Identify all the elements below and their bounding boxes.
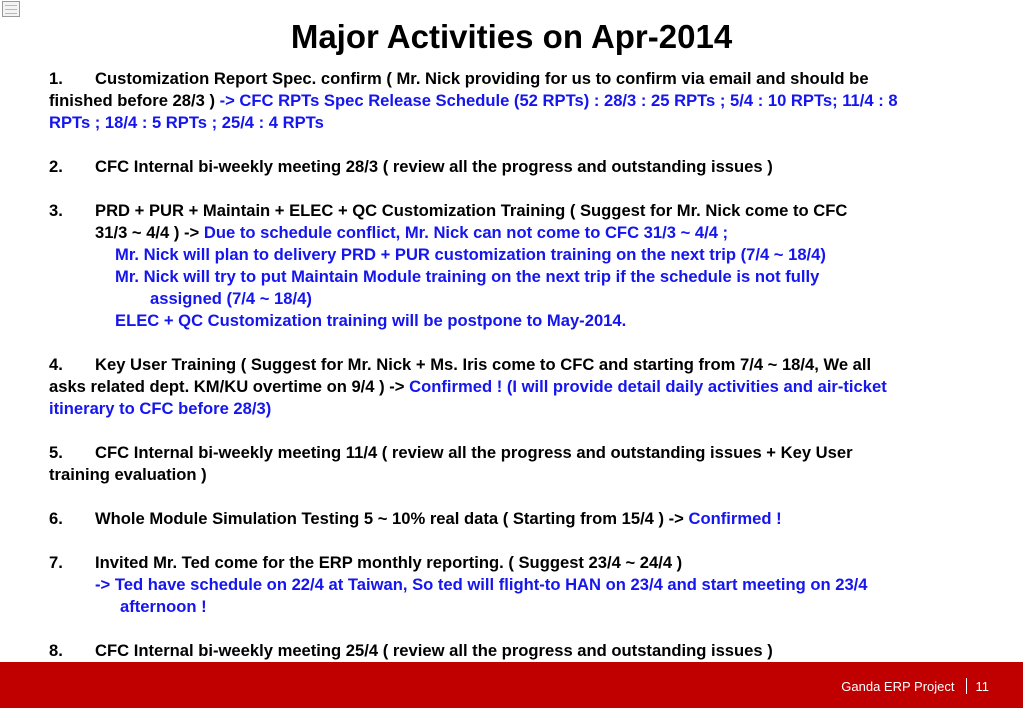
item-text: CFC Internal bi-weekly meeting 28/3 ( review all the progress and outstanding issues ) [95,157,773,176]
footer-divider [966,678,967,694]
activity-item-7 [49,552,999,618]
item-text: training evaluation ) [49,465,207,484]
item-update: Due to schedule conflict, Mr. Nick can not come to CFC 31/3 ~ 4/4 ; [203,223,729,242]
item-number: 8. [49,641,63,660]
item-text: asks related dept. KM/KU overtime on 9/4 ) -> [49,377,410,396]
item-text: CFC Internal bi-weekly meeting 25/4 ( review all the progress and outstanding issues ) [95,641,773,660]
item-update: assigned (7/4 ~ 18/4) [150,289,312,308]
activity-list [49,68,999,684]
item-update: -> CFC RPTs Spec Release Schedule (52 RPTs) : 28/3 : 25 RPTs ; 5/4 : 10 RPTs; 11/4 : 8 [219,91,898,110]
activity-item-4 [49,354,999,420]
activity-item-2 [49,156,999,178]
activity-item-3 [49,200,999,332]
item-update: -> Ted have schedule on 22/4 at Taiwan, So ted will flight-to HAN on 23/4 and start meeting on 23/4 [95,575,868,594]
slide-title: Major Activities on Apr-2014 [290,18,733,55]
activity-item-1 [49,68,999,134]
item-update: itinerary to CFC before 28/3) [49,399,272,418]
item-number: 2. [49,157,63,176]
item-text: PRD + PUR + Maintain + ELEC + QC Customization Training ( Suggest for Mr. Nick come to CFC [95,201,848,220]
item-text: Whole Module Simulation Testing 5 ~ 10% real data ( Starting from 15/4 ) -> [95,509,689,528]
footer-label [841,678,989,694]
activity-item-6 [49,508,999,530]
item-text: Customization Report Spec. confirm ( Mr. Nick providing for us to confirm via email and should be [95,69,869,88]
item-update: Confirmed ! (I will provide detail daily activities and air-ticket [409,377,887,396]
item-number: 7. [49,553,63,572]
item-update: Confirmed ! [688,509,782,528]
item-text: 31/3 ~ 4/4 ) -> [95,223,204,242]
page-number: 11 [975,678,989,694]
footer-project-name: Ganda ERP Project [841,678,955,694]
item-text: finished before 28/3 ) [49,91,220,110]
activity-item-8 [49,640,999,662]
item-update: Mr. Nick will plan to delivery PRD + PUR customization training on the next trip (7/4 ~ 18/4) [115,245,826,264]
item-text: Key User Training ( Suggest for Mr. Nick + Ms. Iris come to CFC and starting from 7/4 ~ 18/4, We all [95,355,872,374]
item-number: 4. [49,355,63,374]
item-number: 5. [49,443,63,462]
item-update: Mr. Nick will try to put Maintain Module training on the next trip if the schedule is not fully [115,267,820,286]
item-text: CFC Internal bi-weekly meeting 11/4 ( review all the progress and outstanding issues + Key User [95,443,853,462]
item-update: RPTs ; 18/4 : 5 RPTs ; 25/4 : 4 RPTs [49,113,324,132]
item-number: 3. [49,201,63,220]
item-number: 6. [49,509,63,528]
item-text: Invited Mr. Ted come for the ERP monthly reporting. ( Suggest 23/4 ~ 24/4 ) [95,553,683,572]
corner-logo-icon [2,1,20,17]
activity-item-5 [49,442,999,486]
item-update: ELEC + QC Customization training will be postpone to May-2014. [115,311,627,330]
item-update: afternoon ! [120,597,207,616]
footer-bar [0,662,1023,708]
item-number: 1. [49,69,63,88]
